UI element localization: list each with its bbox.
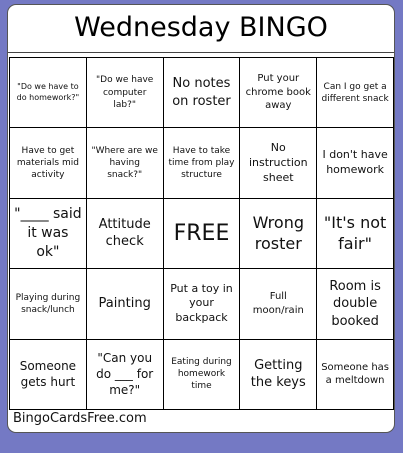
bingo-cell[interactable]: Eating during homework time xyxy=(164,340,241,410)
bingo-cell[interactable]: Wrong roster xyxy=(240,199,317,269)
bingo-cell[interactable]: No notes on roster xyxy=(164,58,241,128)
bingo-cell[interactable]: Put your chrome book away xyxy=(240,58,317,128)
bingo-cell[interactable]: "____ said it was ok" xyxy=(10,199,87,269)
bingo-cell[interactable]: Can I go get a different snack xyxy=(317,58,394,128)
bingo-grid xyxy=(9,57,394,410)
bingo-card xyxy=(7,4,395,433)
title-divider xyxy=(8,52,394,53)
bingo-cell[interactable]: Attitude check xyxy=(87,199,164,269)
bingo-cell[interactable]: Have to take time from play structure xyxy=(164,128,241,198)
bingo-cell[interactable]: Have to get materials mid activity xyxy=(10,128,87,198)
bingo-cell[interactable]: Painting xyxy=(87,269,164,339)
bingo-cell[interactable]: "Can you do ___ for me?" xyxy=(87,340,164,410)
bingo-cell[interactable]: Playing during snack/lunch xyxy=(10,269,87,339)
bingo-cell[interactable]: Room is double booked xyxy=(317,269,394,339)
footer-site-label: BingoCardsFree.com xyxy=(13,411,147,426)
bingo-cell[interactable]: I don't have homework xyxy=(317,128,394,198)
bingo-cell[interactable]: "Do we have to do homework?" xyxy=(10,58,87,128)
bingo-cell[interactable]: Full moon/rain xyxy=(240,269,317,339)
free-space[interactable]: FREE xyxy=(164,199,241,269)
bingo-cell[interactable]: Getting the keys xyxy=(240,340,317,410)
bingo-cell[interactable]: "Do we have computer lab?" xyxy=(87,58,164,128)
bingo-cell[interactable]: Someone has a meltdown xyxy=(317,340,394,410)
card-title: Wednesday BINGO xyxy=(74,12,328,43)
bingo-cell[interactable]: Put a toy in your backpack xyxy=(164,269,241,339)
bingo-cell[interactable]: Someone gets hurt xyxy=(10,340,87,410)
bingo-cell[interactable]: "Where are we having snack?" xyxy=(87,128,164,198)
bingo-cell[interactable]: "It's not fair" xyxy=(317,199,394,269)
bingo-cell[interactable]: No instruction sheet xyxy=(240,128,317,198)
